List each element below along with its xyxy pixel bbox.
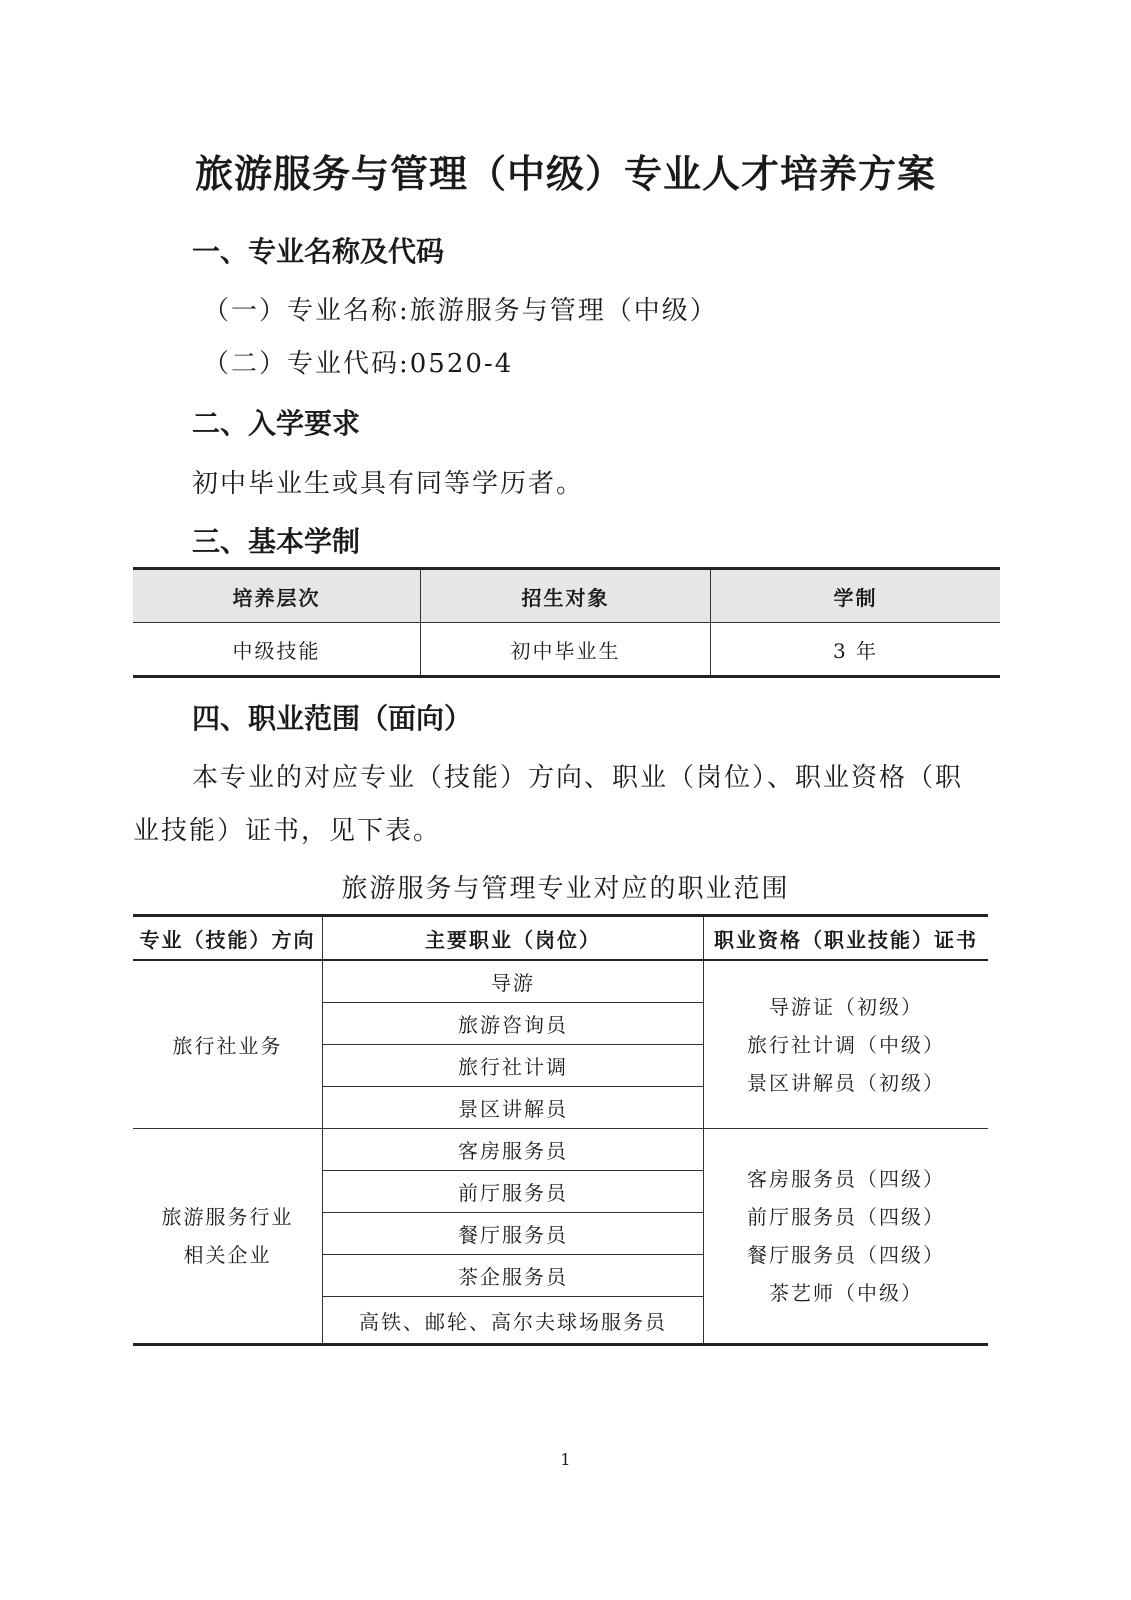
table-header-cell: 职业资格（职业技能）证书 (704, 916, 989, 961)
major-code: （二）专业代码:0520-4 (203, 349, 514, 379)
job-cell: 旅行社计调 (323, 1045, 704, 1087)
page-title: 旅游服务与管理（中级）专业人才培养方案 (194, 152, 936, 196)
direction-cell (133, 1129, 323, 1345)
table-header-row (133, 916, 988, 961)
table-cell: 3 年 (832, 638, 879, 663)
duration-table (133, 567, 1000, 678)
table-header-row (133, 569, 1000, 623)
job-cell: 旅游咨询员 (323, 1003, 704, 1045)
direction-text: 相关企业 (183, 1243, 272, 1267)
table-header-cell: 培养层次 (133, 569, 421, 623)
table-row (133, 960, 988, 1003)
cert-cell (704, 1129, 989, 1345)
direction-cell (133, 960, 323, 1129)
cert-item: 茶艺师（中级） (769, 1281, 923, 1305)
major-name: （一）专业名称:旅游服务与管理（中级） (203, 296, 718, 326)
section-4-paragraph-line-2: 业技能）证书，见下表。 (133, 816, 442, 846)
admission-text: 初中毕业生或具有同等学历者。 (192, 469, 585, 499)
table-header-cell: 专业（技能）方向 (133, 916, 323, 961)
cert-item: 前厅服务员（四级） (747, 1205, 945, 1229)
direction-text: 旅游服务行业 (161, 1205, 294, 1229)
section-1-heading: 一、专业名称及代码 (192, 235, 445, 268)
job-cell: 导游 (323, 960, 704, 1003)
cert-item: 旅行社计调（中级） (747, 1032, 945, 1057)
cert-item: 导游证（初级） (769, 994, 923, 1019)
cert-item: 餐厅服务员（四级） (747, 1243, 945, 1267)
table-caption: 旅游服务与管理专业对应的职业范围 (341, 874, 790, 904)
job-cell: 餐厅服务员 (323, 1213, 704, 1255)
job-cell: 景区讲解员 (323, 1087, 704, 1129)
table-row (133, 1129, 988, 1171)
cert-cell (704, 960, 989, 1129)
table-header-cell: 主要职业（岗位） (323, 916, 704, 961)
career-scope-table (133, 914, 988, 1346)
job-cell: 前厅服务员 (323, 1171, 704, 1213)
job-cell: 客房服务员 (323, 1129, 704, 1171)
job-cell: 茶企服务员 (323, 1255, 704, 1297)
section-4-paragraph-line-1: 本专业的对应专业（技能）方向、职业（岗位）、职业资格（职 (192, 763, 964, 793)
section-3-heading: 三、基本学制 (192, 525, 361, 558)
direction-text: 旅行社业务 (172, 1034, 283, 1058)
cert-item: 景区讲解员（初级） (747, 1070, 945, 1095)
table-cell: 初中毕业生 (421, 623, 711, 677)
table-row (133, 623, 1000, 677)
section-2-heading: 二、入学要求 (192, 407, 361, 440)
job-cell: 高铁、邮轮、高尔夫球场服务员 (323, 1297, 704, 1345)
table-header-cell: 学制 (711, 569, 1001, 623)
cert-item: 客房服务员（四级） (747, 1167, 945, 1191)
table-header-cell: 招生对象 (421, 569, 711, 623)
section-4-heading: 四、职业范围（面向） (192, 702, 473, 735)
page-number: 1 (560, 1450, 571, 1469)
table-cell: 中级技能 (133, 623, 421, 677)
